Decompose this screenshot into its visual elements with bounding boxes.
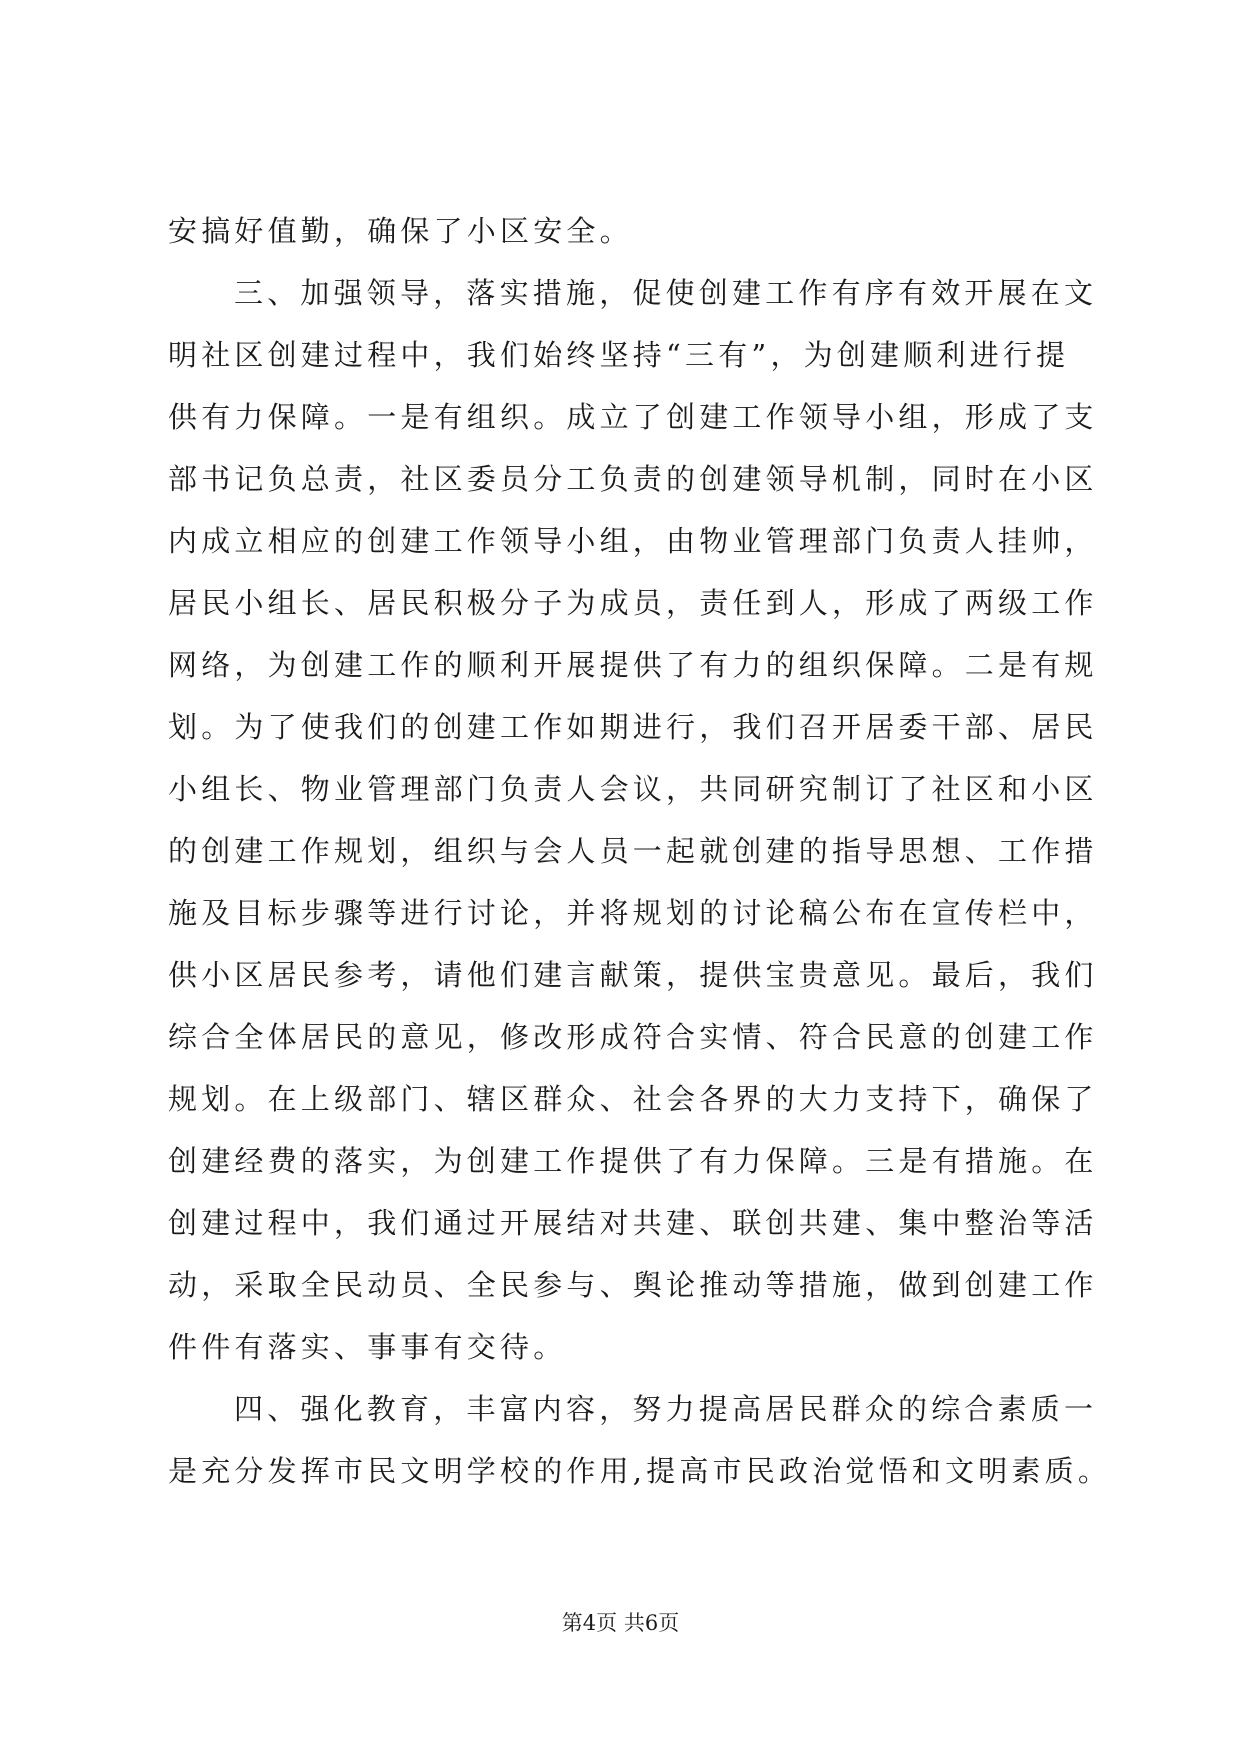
text-line: 供小区居民参考，请他们建言献策，提供宝贵意见。最后，我们	[168, 958, 1098, 992]
text-line: 动，采取全民动员、全民参与、舆论推动等措施，做到创建工作	[168, 1268, 1098, 1302]
text-line: 是充分发挥市民文明学校的作用,提高市民政治觉悟和文明素质。	[168, 1454, 1112, 1488]
text-line: 四、强化教育，丰富内容，努力提高居民群众的综合素质一	[234, 1392, 1098, 1426]
text-line: 安搞好值勤，确保了小区安全。	[168, 214, 633, 248]
text-line: 居民小组长、居民积极分子为成员，责任到人，形成了两级工作	[168, 586, 1098, 620]
body-text	[168, 200, 1112, 1502]
text-line: 规划。在上级部门、辖区群众、社会各界的大力支持下，确保了	[168, 1082, 1098, 1116]
text-line: 供有力保障。一是有组织。成立了创建工作领导小组，形成了支	[168, 400, 1098, 434]
page-footer	[0, 1608, 1241, 1638]
text-line: 的创建工作规划，组织与会人员一起就创建的指导思想、工作措	[168, 834, 1098, 868]
text-line: 内成立相应的创建工作领导小组，由物业管理部门负责人挂帅，	[168, 524, 1098, 558]
text-line: 综合全体居民的意见，修改形成符合实情、符合民意的创建工作	[168, 1020, 1098, 1054]
text-line: 施及目标步骤等进行讨论，并将规划的讨论稿公布在宣传栏中，	[168, 896, 1098, 930]
text-line: 件件有落实、事事有交待。	[168, 1330, 567, 1364]
text-line: 明社区创建过程中，我们始终坚持“三有”，为创建顺利进行提	[168, 338, 1070, 372]
text-line: 创建经费的落实，为创建工作提供了有力保障。三是有措施。在	[168, 1144, 1098, 1178]
text-line: 创建过程中，我们通过开展结对共建、联创共建、集中整治等活	[168, 1206, 1098, 1240]
text-line: 部书记负总责，社区委员分工负责的创建领导机制，同时在小区	[168, 462, 1098, 496]
page-number: 第4页 共6页	[561, 1611, 680, 1635]
text-line: 划。为了使我们的创建工作如期进行，我们召开居委干部、居民	[168, 710, 1098, 744]
text-line: 小组长、物业管理部门负责人会议，共同研究制订了社区和小区	[168, 772, 1098, 806]
text-line: 网络，为创建工作的顺利开展提供了有力的组织保障。二是有规	[168, 648, 1098, 682]
text-line: 三、加强领导，落实措施，促使创建工作有序有效开展在文	[234, 276, 1098, 310]
